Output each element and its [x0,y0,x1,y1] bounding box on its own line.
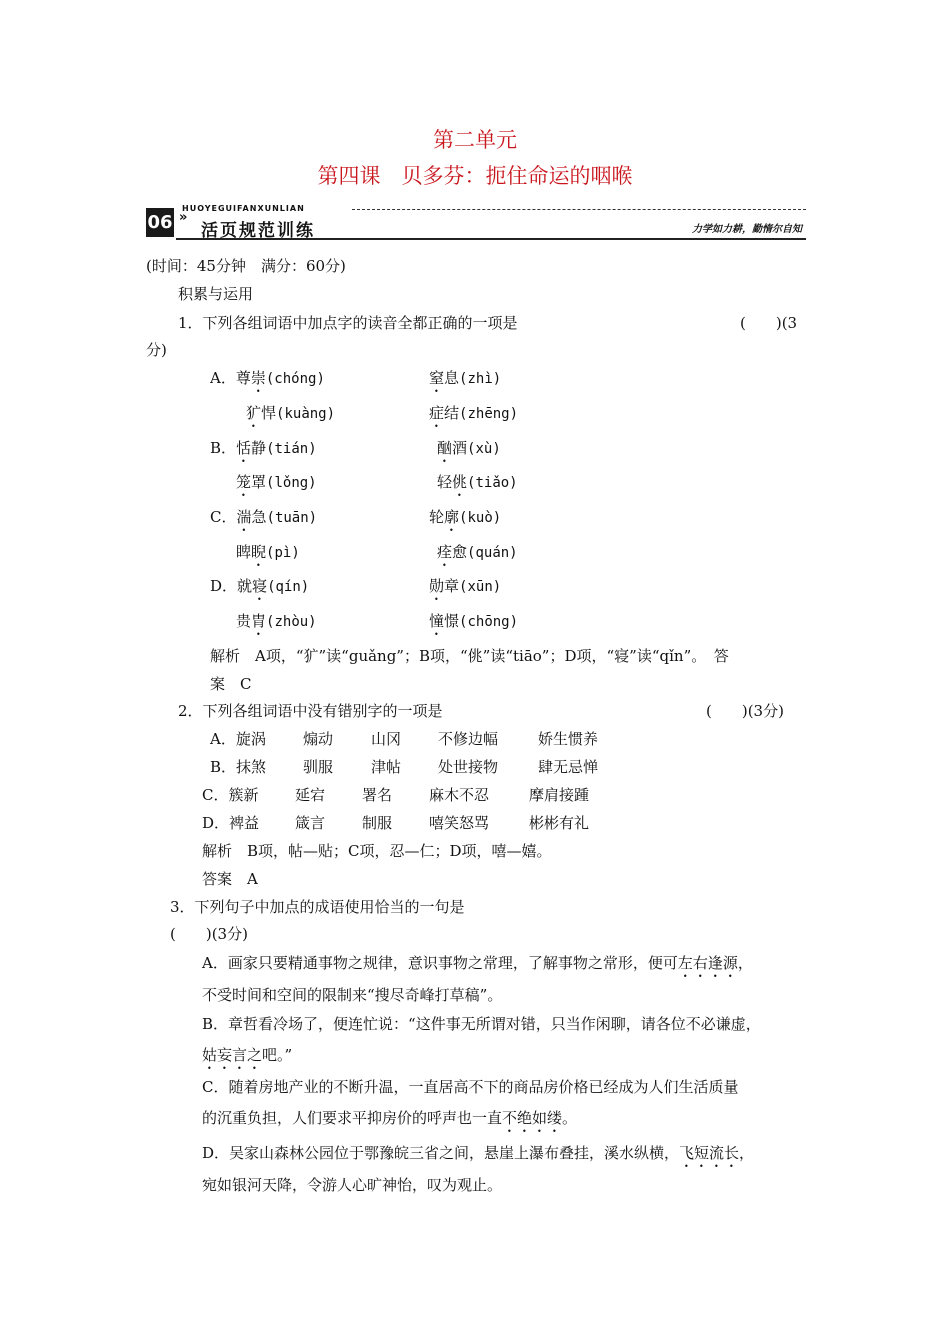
q2-row-a: A．旋涡 [210,730,266,748]
q1-option-c: C．湍急(tuān) [210,508,318,526]
q2-row-a-word: 不修边幅 [438,730,499,748]
q2-row-d-word: 彬彬有礼 [529,814,590,832]
q2-row-d-word: 制服 [362,814,393,832]
unit-title: 第二单元 [433,128,517,152]
banner-number: 06 [146,208,174,237]
q2-row-d-word: 箴言 [295,814,326,832]
q3-option-b: B．章哲看冷场了，便连忙说：“这件事无所谓对错，只当作闲聊，请各位不必谦虚， [202,1015,761,1033]
q1-option-c-word2: 轮廓(kuò) [429,508,502,526]
q3-option-d-cont: 宛如银河天降，令游人心旷神怡，叹为观止。 [202,1176,503,1194]
q2-row-d-word: 嘻笑怒骂 [429,814,490,832]
q2-row-c: C．簇新 [202,786,259,804]
q3-option-d: D．吴家山森林公园位于鄂豫皖三省之间，悬崖上瀑布叠挂，溪水纵横，飞短流长， [202,1144,755,1162]
q1-option-b: B．恬静(tián) [210,439,317,457]
banner-title: 活页规范训练 [201,221,315,241]
q1-option-a-word2: 窒息(zhì) [429,369,502,387]
q1-option-a: A．尊崇(chóng) [210,369,325,387]
q3-stem: 3．下列句子中加点的成语使用恰当的一句是 [170,898,465,916]
q1-option-a-word3: 犷悍(kuàng) [246,404,336,422]
q1-option-b-word2: 酗酒(xù) [437,439,501,457]
q1-option-c-word4: 痊愈(quán) [437,543,518,561]
banner-dashed-line [352,209,806,210]
q2-row-a-word: 娇生惯养 [538,730,599,748]
q3-option-b-cont: 姑妄言之吧。” [202,1046,293,1064]
q3-option-c: C．随着房地产业的不断升温，一直居高不下的商品房价格已经成为人们生活质量 [202,1078,739,1096]
banner-rule [176,238,806,240]
q2-answer: 答案 A [202,870,258,888]
q1-option-d-word2: 勋章(xūn) [429,577,502,595]
q2-score: ( )(3分) [706,702,784,720]
q2-row-b-word: 处世接物 [438,758,499,776]
q3-option-c-cont: 的沉重负担，人们要求平抑房价的呼声也一直不绝如缕。 [202,1109,578,1127]
q2-stem: 2．下列各组词语中没有错别字的一项是 [178,702,443,720]
q1-analysis: 解析 A项，“犷”读“guǎng”；B项，“佻”读“tiāo”；D项，“寝”读“qǐn”。 答 [210,647,729,665]
q2-row-c-word: 摩肩接踵 [529,786,590,804]
q1-option-d: D．就寝(qín) [210,577,310,595]
section-heading: 积累与运用 [178,285,254,303]
q1-option-d-word3: 贵胄(zhòu) [236,612,317,630]
q1-option-d-word4: 憧憬(chōng) [429,612,519,630]
q2-row-b-word: 驯服 [303,758,334,776]
q2-row-d: D．裨益 [202,814,260,832]
q2-row-b-word: 肆无忌惮 [538,758,599,776]
q3-option-a: A．画家只要精通事物之规律，意识事物之常理，了解事物之常形，便可左右逢源， [202,954,753,972]
q1-score-cont: 分) [146,341,167,359]
q3-option-a-cont: 不受时间和空间的限制来“搜尽奇峰打草稿”。 [202,986,503,1004]
q1-option-c-word3: 睥睨(pì) [236,543,300,561]
q2-row-c-word: 延宕 [295,786,326,804]
q2-row-b-word: 津帖 [371,758,402,776]
q3-score: ( )(3分) [170,925,248,943]
q2-row-a-word: 煽动 [303,730,334,748]
q1-option-b-word3: 笼罩(lǒng) [236,473,317,491]
q1-score: ( )(3 [740,314,798,332]
q2-row-a-word: 山冈 [371,730,402,748]
q1-stem: 1．下列各组词语中加点字的读音全都正确的一项是 [178,314,518,332]
q1-option-b-word4: 轻佻(tiǎo) [437,473,518,491]
exam-meta: (时间：45分钟 满分：60分) [146,257,346,275]
q2-row-b: B．抹煞 [210,758,267,776]
q2-row-c-word: 署名 [362,786,393,804]
double-arrow-icon: » [179,210,188,225]
q1-answer: 案 C [210,675,252,693]
lesson-title: 第四课 贝多芬：扼住命运的咽喉 [317,164,633,188]
banner-motto: 力学如力耕，勤惰尔自知 [692,224,802,235]
q1-option-a-word4: 症结(zhēng) [429,404,519,422]
banner-pinyin: HUOYEGUIFANXUNLIAN [182,204,305,213]
q2-analysis: 解析 B项，帖—贴；C项，忍—仁；D项，嘻—嬉。 [202,842,552,860]
section-banner [146,202,806,240]
q2-row-c-word: 麻木不忍 [429,786,490,804]
